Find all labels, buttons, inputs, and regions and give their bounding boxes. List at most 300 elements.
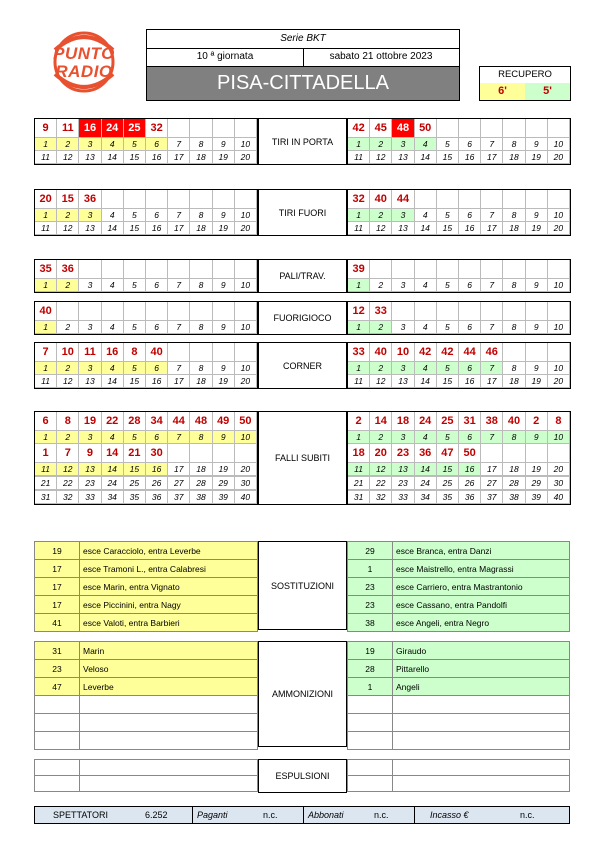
minute-cell: 2 [526,412,548,431]
bookings-away [347,641,570,750]
index-cell: 9 [526,279,548,292]
minute-cell: 33 [348,343,370,362]
index-cell: 7 [168,279,190,292]
minute-cell: 8 [124,343,146,362]
index-cell: 9 [213,321,235,334]
index-cell: 13 [392,463,414,476]
minute-cell: 40 [503,412,525,431]
index-cell: 4 [102,209,124,222]
index-cell: 3 [392,321,414,334]
minute-cell [481,302,503,321]
minute-cell: 2 [348,412,370,431]
minute-cell [548,444,570,463]
index-cell: 5 [437,138,459,151]
index-cell: 3 [79,321,101,334]
index-cell: 2 [57,431,79,444]
index-cell: 18 [503,151,525,164]
minute-cell: 40 [370,190,392,209]
index-cell: 34 [102,491,124,504]
minute: 17 [35,560,80,578]
index-cell: 3 [79,279,101,292]
round-label: 10 ª giornata [147,48,304,67]
index-cell: 8 [503,321,525,334]
index-cell: 7 [168,362,190,375]
description: esce Maistrello, entra Magrassi [393,560,570,578]
index-cell: 5 [437,362,459,375]
index-cell: 21 [35,477,57,490]
description: esce Tramoni L., entra Calabresi [80,560,258,578]
minute [348,696,393,714]
minute: 38 [348,614,393,632]
index-cell: 3 [79,362,101,375]
minute-cell: 14 [102,444,124,463]
minute: 17 [35,578,80,596]
index-cell: 13 [79,222,101,235]
stat-label: PALI/TRAV. [258,259,347,293]
index-cell: 2 [370,362,392,375]
minute-cell [415,302,437,321]
minute [35,714,80,732]
minute-cell [503,302,525,321]
index-cell: 19 [213,463,235,476]
index-cell: 15 [437,375,459,388]
index-cell: 19 [526,463,548,476]
table-row [35,714,258,732]
index-cell: 24 [415,477,437,490]
minute: 23 [35,660,80,678]
index-cell: 10 [548,279,570,292]
minute-cell: 14 [370,412,392,431]
index-cell: 2 [370,321,392,334]
minute-cell: 18 [392,412,414,431]
minute-cell: 32 [146,119,168,138]
index-cell: 15 [437,222,459,235]
index-cell: 31 [348,491,370,504]
substitutions-away [347,541,570,632]
minute-cell: 16 [102,343,124,362]
index-cell: 28 [503,477,525,490]
minute-cell [146,190,168,209]
index-cell: 25 [437,477,459,490]
index-cell: 6 [459,321,481,334]
minute-cell [235,190,257,209]
minute-cell: 42 [348,119,370,138]
minute-cell [415,190,437,209]
index-cell: 17 [168,375,190,388]
index-cell: 3 [79,209,101,222]
minute-cell: 23 [392,444,414,463]
minute-cell [437,190,459,209]
index-cell: 5 [124,138,146,151]
index-cell: 20 [548,463,570,476]
index-cell: 4 [102,138,124,151]
minute-cell [481,190,503,209]
description [393,732,570,750]
minute-cell [459,190,481,209]
index-cell: 6 [146,431,168,444]
index-cell: 4 [102,362,124,375]
match-date: sabato 21 ottobre 2023 [303,48,459,67]
index-cell: 2 [57,321,79,334]
minute-cell: 32 [348,190,370,209]
minute-cell [168,302,190,321]
match-title: PISA-CITTADELLA [147,67,459,100]
index-cell: 15 [124,463,146,476]
minute-cell [168,119,190,138]
minute-cell: 40 [370,343,392,362]
index-cell: 5 [124,209,146,222]
index-cell: 13 [79,151,101,164]
index-cell: 39 [213,491,235,504]
minute-cell: 22 [102,412,124,431]
table-row [35,614,258,632]
index-cell: 16 [146,151,168,164]
minute-cell [459,119,481,138]
index-cell: 11 [35,463,57,476]
minute-cell: 34 [146,412,168,431]
index-cell: 14 [415,151,437,164]
index-cell: 30 [548,477,570,490]
index-cell: 4 [102,431,124,444]
minute-cell [57,302,79,321]
index-cell: 10 [548,209,570,222]
minute-cell: 20 [35,190,57,209]
minute-cell: 19 [79,412,101,431]
index-cell: 3 [392,431,414,444]
index-cell: 9 [526,209,548,222]
description: Veloso [80,660,258,678]
index-cell: 2 [57,279,79,292]
minute: 47 [35,678,80,696]
table-row [348,542,570,560]
index-cell: 16 [459,375,481,388]
description: Marin [80,642,258,660]
index-cell: 4 [415,279,437,292]
index-cell: 20 [235,222,257,235]
index-cell: 32 [57,491,79,504]
index-cell: 10 [548,362,570,375]
minute: 1 [348,560,393,578]
index-cell: 5 [437,209,459,222]
index-cell: 36 [459,491,481,504]
minute-cell [526,260,548,279]
table-row [35,542,258,560]
minute-cell [526,190,548,209]
index-cell: 13 [392,222,414,235]
index-cell: 2 [57,362,79,375]
description: esce Marin, entra Vignato [80,578,258,596]
table-row [35,660,258,678]
index-cell: 7 [168,138,190,151]
index-cell: 4 [415,431,437,444]
index-cell: 19 [213,375,235,388]
index-cell: 31 [35,491,57,504]
table-row [35,732,258,750]
minute-cell: 44 [459,343,481,362]
recupero-box [479,66,571,101]
stat-grid-home [34,259,258,293]
minute-cell [503,343,525,362]
index-cell: 14 [415,375,437,388]
stat-label: FALLI SUBITI [258,411,347,505]
index-cell: 19 [526,151,548,164]
minute-cell [213,302,235,321]
minute-cell: 30 [146,444,168,463]
stat-label: TIRI FUORI [258,189,347,236]
minute-cell [437,302,459,321]
index-cell: 17 [481,222,503,235]
recupero-away: 5' [525,83,570,100]
minute-cell: 7 [57,444,79,463]
index-cell: 1 [348,209,370,222]
index-cell: 26 [459,477,481,490]
spettatori-value: 6.252 [145,810,168,820]
minute-cell [548,302,570,321]
index-cell: 9 [213,138,235,151]
minute: 41 [35,614,80,632]
index-cell: 12 [370,151,392,164]
index-cell: 15 [437,151,459,164]
minute-cell [102,190,124,209]
index-cell: 25 [124,477,146,490]
index-cell: 26 [146,477,168,490]
index-cell: 11 [348,463,370,476]
index-cell: 5 [437,321,459,334]
minute-cell [481,444,503,463]
minute: 23 [348,578,393,596]
index-cell: 40 [548,491,570,504]
minute: 1 [348,678,393,696]
table-row [348,642,570,660]
index-cell: 19 [526,375,548,388]
minute-cell: 48 [190,412,212,431]
index-cell: 10 [548,138,570,151]
match-header [146,29,460,101]
index-cell: 9 [213,431,235,444]
index-cell: 1 [348,279,370,292]
minute-cell: 11 [57,119,79,138]
index-cell: 1 [35,209,57,222]
index-cell: 30 [235,477,257,490]
minute-cell [102,302,124,321]
minute-cell [190,444,212,463]
minute-cell [235,260,257,279]
index-cell: 17 [168,151,190,164]
index-cell: 1 [348,138,370,151]
index-cell: 10 [235,138,257,151]
minute-cell [102,260,124,279]
minute-cell [459,302,481,321]
index-cell: 1 [348,362,370,375]
paganti-value: n.c. [263,810,278,820]
minute-cell: 44 [168,412,190,431]
index-cell: 3 [392,279,414,292]
index-cell: 1 [35,431,57,444]
index-cell: 20 [548,375,570,388]
index-cell: 20 [548,222,570,235]
index-cell: 16 [459,222,481,235]
index-cell: 12 [57,222,79,235]
stat-label: FUORIGIOCO [258,301,347,335]
abbonati-label: Abbonati [308,810,344,820]
stat-grid-home [34,342,258,389]
minute-cell [213,190,235,209]
index-cell: 5 [124,362,146,375]
minute-cell: 20 [370,444,392,463]
index-cell: 10 [235,209,257,222]
minute-cell: 47 [437,444,459,463]
index-cell: 9 [526,321,548,334]
index-cell: 34 [415,491,437,504]
minute: 23 [348,596,393,614]
minute [348,732,393,750]
minute-cell [526,444,548,463]
table-row [348,696,570,714]
minute-cell [213,260,235,279]
minute-cell: 24 [102,119,124,138]
stat-label: CORNER [258,342,347,389]
minute-cell [124,302,146,321]
index-cell: 17 [481,151,503,164]
minute-cell [168,343,190,362]
index-cell: 10 [548,321,570,334]
minute-cell: 25 [437,412,459,431]
minute [348,714,393,732]
substitutions-label: SOSTITUZIONI [258,541,347,630]
index-cell: 8 [190,209,212,222]
minute-cell [213,119,235,138]
index-cell: 18 [190,463,212,476]
minute-cell [503,444,525,463]
table-row [348,614,570,632]
minute [35,696,80,714]
index-cell: 8 [190,279,212,292]
minute-cell [481,260,503,279]
index-cell: 29 [526,477,548,490]
minute-cell: 40 [146,343,168,362]
minute-cell [437,260,459,279]
table-row [348,660,570,678]
table-row [35,560,258,578]
minute-cell: 46 [481,343,503,362]
index-cell: 5 [124,279,146,292]
minute-cell [370,260,392,279]
minute-cell: 50 [459,444,481,463]
minute: 19 [348,642,393,660]
punto-radio-logo [38,30,130,94]
index-cell: 20 [235,375,257,388]
index-cell: 3 [79,431,101,444]
minute-cell: 6 [35,412,57,431]
index-cell: 7 [481,431,503,444]
index-cell: 7 [168,431,190,444]
minute-cell: 18 [348,444,370,463]
minute-cell [459,260,481,279]
paganti-label: Paganti [197,810,228,820]
stat-grid-away [347,411,571,505]
index-cell: 7 [168,209,190,222]
description: Giraudo [393,642,570,660]
minute [35,732,80,750]
index-cell: 8 [190,321,212,334]
index-cell: 8 [190,431,212,444]
minute-cell [190,190,212,209]
minute-cell [213,444,235,463]
index-cell: 12 [370,463,392,476]
index-cell: 13 [79,463,101,476]
index-cell: 1 [348,321,370,334]
index-cell: 2 [370,431,392,444]
minute-cell [548,190,570,209]
minute-cell [392,260,414,279]
description: esce Carriero, entra Mastrantonio [393,578,570,596]
minute-cell: 16 [79,119,101,138]
index-cell: 7 [481,279,503,292]
minute-cell [235,444,257,463]
index-cell: 6 [146,209,168,222]
minute-cell [526,119,548,138]
index-cell: 37 [481,491,503,504]
minute-cell: 45 [370,119,392,138]
index-cell: 6 [146,321,168,334]
index-cell: 2 [57,209,79,222]
minute-cell [548,343,570,362]
index-cell: 7 [481,138,503,151]
minute-cell: 21 [124,444,146,463]
table-row [348,578,570,596]
table-row [348,678,570,696]
stat-grid-home [34,118,258,165]
minute-cell [526,343,548,362]
index-cell: 6 [146,362,168,375]
description: Leverbe [80,678,258,696]
incasso-value: n.c. [520,810,535,820]
index-cell: 11 [348,151,370,164]
minute-cell [146,302,168,321]
index-cell: 33 [79,491,101,504]
stat-grid-away [347,189,571,236]
index-cell: 18 [503,222,525,235]
minute: 29 [348,542,393,560]
minute-cell: 10 [392,343,414,362]
index-cell: 35 [437,491,459,504]
index-cell: 19 [213,151,235,164]
stat-grid-away [347,259,571,293]
index-cell: 19 [526,222,548,235]
minute-cell [235,302,257,321]
minute: 17 [35,596,80,614]
minute-cell [124,190,146,209]
minute-cell: 15 [57,190,79,209]
minute-cell [235,343,257,362]
index-cell: 7 [481,321,503,334]
stat-grid-away [347,301,571,335]
index-cell: 27 [168,477,190,490]
index-cell: 9 [526,138,548,151]
index-cell: 2 [57,138,79,151]
index-cell: 11 [348,375,370,388]
stat-grid-home [34,411,258,505]
minute-cell: 44 [392,190,414,209]
index-cell: 4 [415,362,437,375]
description: esce Piccinini, entra Nagy [80,596,258,614]
stat-grid-away [347,342,571,389]
minute-cell [481,119,503,138]
minute-cell [79,302,101,321]
index-cell: 21 [348,477,370,490]
index-cell: 23 [392,477,414,490]
logo-text-2: RADIO [55,62,113,81]
